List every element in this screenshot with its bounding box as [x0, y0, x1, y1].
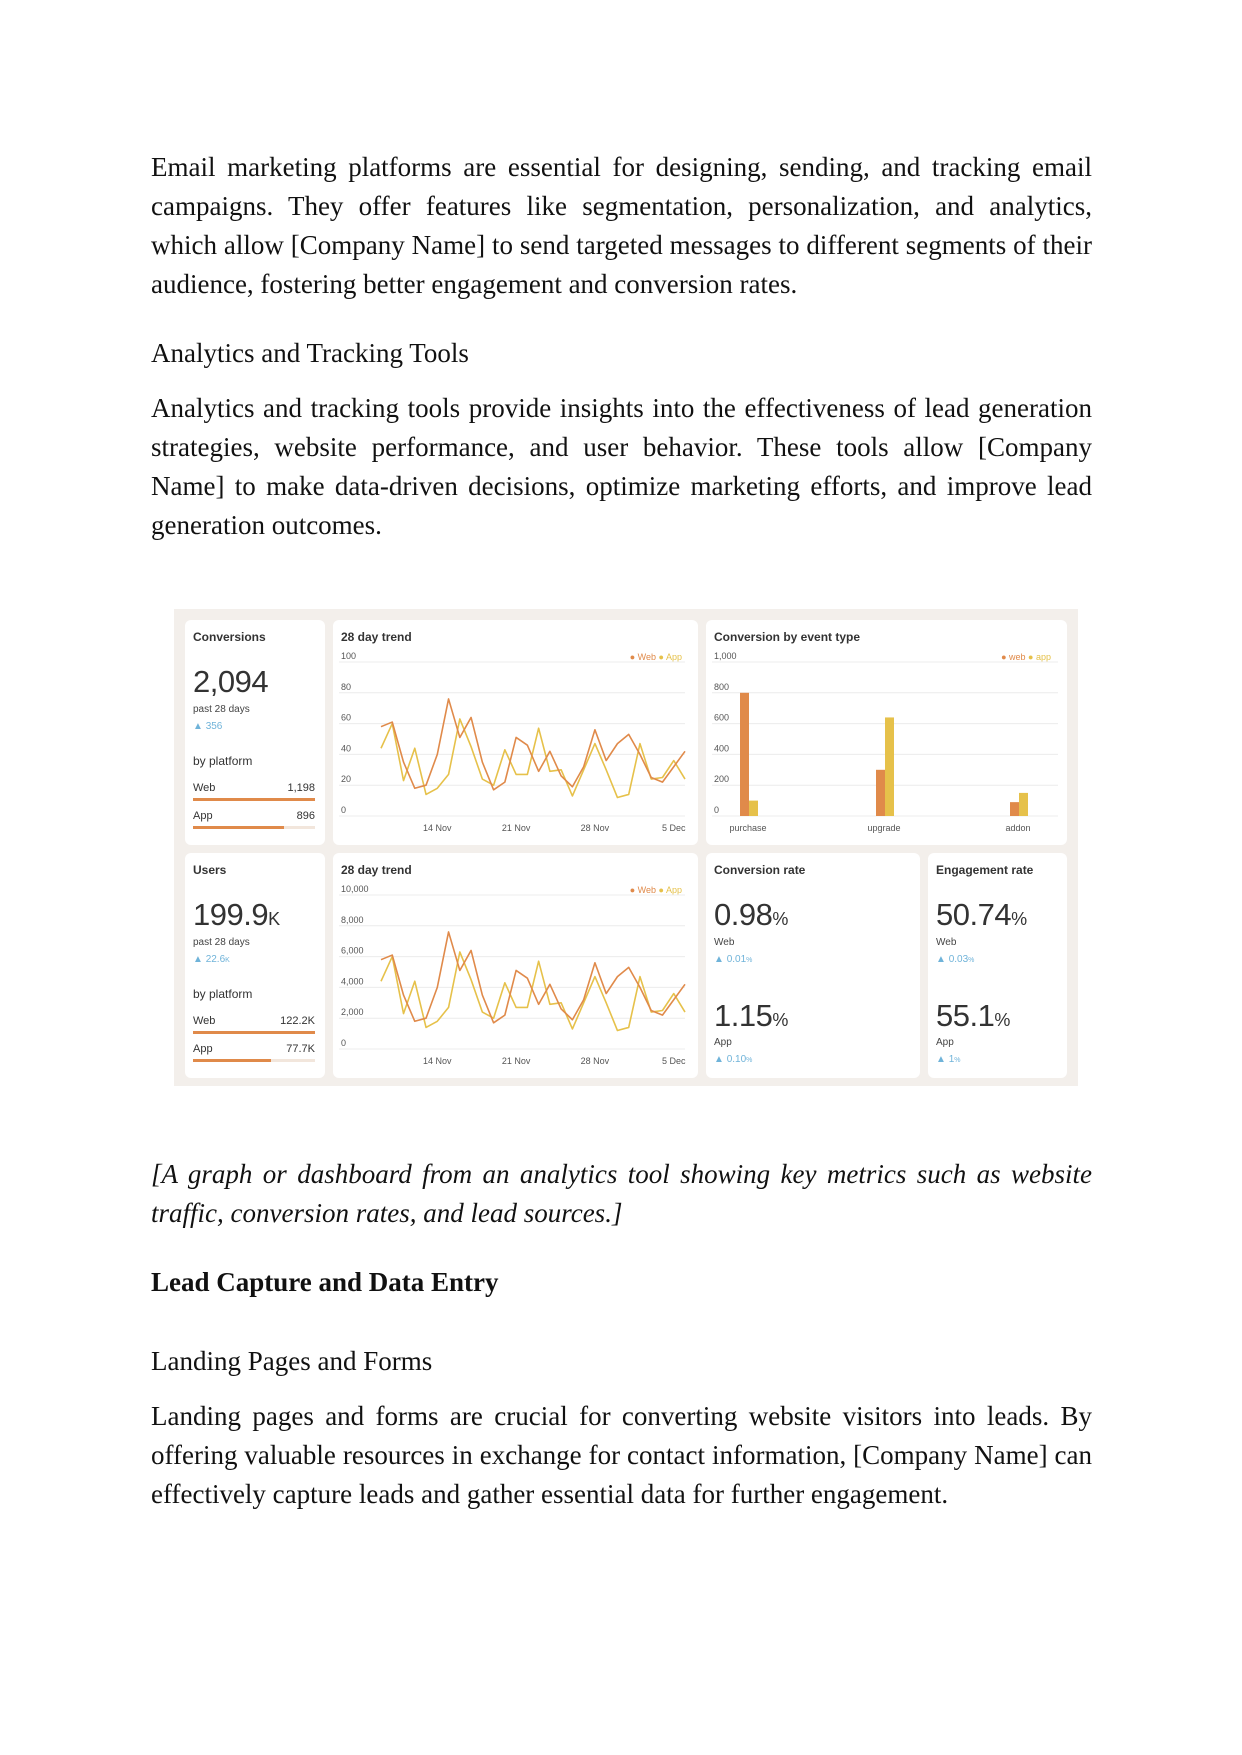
- bar-upgrade-web: [876, 770, 885, 816]
- users-web-bar: [193, 1031, 315, 1034]
- users-web-value: 122.2K: [280, 1015, 315, 1027]
- engagement-rate-web-label: Web: [936, 937, 957, 948]
- conversion-rate-card: [706, 853, 920, 1078]
- landing-paragraph: Landing pages and forms are crucial for converting website visitors into leads. By offering valuable resources in exchange for contact information, [Company Name] can effectively capture leads and gather essential data for further engagement.: [151, 1401, 1092, 1509]
- users-trend-xtick-label: 5 Dec: [661, 1056, 686, 1066]
- engagement-rate-web-delta: ▲ 0.03%: [936, 954, 975, 965]
- users-trend-ytick-label: 2,000: [341, 1007, 364, 1018]
- users-title: Users: [193, 863, 227, 877]
- event-type-card: [706, 620, 1067, 845]
- conversions-web-value: 1,198: [287, 782, 315, 794]
- users-trend-legend: ● Web ● App: [629, 885, 682, 895]
- conversion-rate-web-delta: ▲ 0.01%: [714, 954, 753, 965]
- engagement-rate-title: Engagement rate: [936, 863, 1034, 877]
- event-type-category-label: upgrade: [867, 823, 901, 833]
- conversions-trend-ytick-label: 40: [341, 743, 352, 754]
- analytics-paragraph: Analytics and tracking tools provide insights into the effectiveness of lead generation strategies, website performance, and user behavior. These tools allow [Company Name] to make data-driven decisions, optimize marketing efforts, and improve lead generation outcomes.: [151, 393, 1092, 540]
- users-trend-ytick-label: 8,000: [341, 914, 364, 925]
- event-type-ytick-label: 200: [714, 774, 730, 785]
- conversions-platform-label: by platform: [193, 754, 253, 768]
- event-type-ytick-label: 400: [714, 743, 730, 754]
- conversions-delta: ▲ 356: [193, 721, 223, 732]
- event-type-chart: [706, 620, 1067, 845]
- users-value: 199.9K: [193, 897, 280, 932]
- analytics-dashboard: [174, 609, 1078, 1086]
- conversions-web-bar: [193, 798, 315, 801]
- conversion-rate-web-label: Web: [714, 937, 735, 948]
- users-trend-xtick-label: 28 Nov: [580, 1056, 610, 1066]
- users-trend-chart: [333, 853, 698, 1078]
- analytics-heading: Analytics and Tracking Tools: [151, 338, 469, 368]
- conversions-trend-ytick-label: 60: [341, 712, 352, 723]
- event-type-ytick-label: 0: [714, 805, 720, 815]
- engagement-rate-app-label: App: [936, 1037, 954, 1048]
- conversions-trend-ytick-label: 0: [341, 805, 347, 815]
- bar-addon-app: [1019, 793, 1028, 816]
- conversions-period: past 28 days: [193, 704, 250, 715]
- up-arrow-icon: ▲: [193, 721, 203, 732]
- users-web-label: Web: [193, 1015, 216, 1027]
- conversions-trend-legend: ● Web ● App: [629, 652, 682, 662]
- conversions-trend-chart: [333, 620, 698, 845]
- conversions-app-bar: [193, 826, 315, 829]
- users-trend-xtick-label: 21 Nov: [501, 1056, 531, 1066]
- event-type-ytick-label: 800: [714, 681, 730, 692]
- event-type-category-label: purchase: [729, 823, 767, 833]
- event-type-title: Conversion by event type: [714, 630, 861, 644]
- conversion-rate-title: Conversion rate: [714, 863, 806, 877]
- section-heading: Lead Capture and Data Entry: [151, 1267, 499, 1297]
- conversions-card: [185, 620, 325, 845]
- conversions-trend-xtick-label: 28 Nov: [580, 823, 610, 833]
- engagement-rate-card: [928, 853, 1067, 1078]
- users-trend-ytick-label: 10,000: [341, 884, 369, 894]
- users-delta: ▲ 22.6K: [193, 954, 230, 965]
- landing-heading: Landing Pages and Forms: [151, 1346, 433, 1376]
- up-arrow-icon: ▲: [936, 1054, 946, 1065]
- intro-paragraph: Email marketing platforms are essential for designing, sending, and tracking email campaigns. They offer features like segmentation, personalization, and analytics, which allow [Company Name] to send targeted messages to different segments of their audience, fostering better engagement and conversion rates.: [151, 152, 1092, 299]
- bar-addon-web: [1010, 802, 1019, 816]
- conversions-trend-card: [333, 620, 698, 845]
- users-trend-ytick-label: 4,000: [341, 976, 364, 987]
- conversions-trend-xtick-label: 21 Nov: [501, 823, 531, 833]
- bar-purchase-web: [740, 693, 749, 816]
- conversion-rate-app-label: App: [714, 1037, 732, 1048]
- engagement-rate-web-value: 50.74%: [936, 897, 1027, 932]
- conversion-rate-web-value: 0.98%: [714, 897, 788, 932]
- users-period: past 28 days: [193, 937, 250, 948]
- users-trend-xtick-label: 14 Nov: [423, 1056, 452, 1066]
- bar-upgrade-app: [885, 717, 894, 816]
- event-type-ytick-label: 1,000: [714, 651, 737, 661]
- up-arrow-icon: ▲: [193, 954, 203, 965]
- up-arrow-icon: ▲: [714, 1054, 724, 1065]
- event-type-legend: ● web ● app: [1001, 652, 1051, 662]
- figure-caption: [A graph or dashboard from an analytics tool showing key metrics such as website traffic, conversion rates, and lead sources.]: [151, 1159, 1092, 1228]
- engagement-rate-app-value: 55.1%: [936, 998, 1010, 1033]
- users-platform-label: by platform: [193, 987, 253, 1001]
- users-trend-card: [333, 853, 698, 1078]
- users-app-value: 77.7K: [286, 1043, 315, 1055]
- conversions-trend-xtick-label: 14 Nov: [423, 823, 452, 833]
- conversions-trend-ytick-label: 20: [341, 774, 352, 785]
- bar-purchase-app: [749, 801, 758, 816]
- users-trend-ytick-label: 6,000: [341, 945, 364, 956]
- users-card: [185, 853, 325, 1078]
- conversions-trend-title: 28 day trend: [341, 630, 412, 644]
- conversions-app-value: 896: [296, 810, 315, 822]
- conversions-trend-ytick-label: 100: [341, 651, 357, 661]
- conversions-value: 2,094: [193, 664, 269, 699]
- conversions-web-label: Web: [193, 782, 216, 794]
- users-trend-ytick-label: 0: [341, 1038, 347, 1048]
- up-arrow-icon: ▲: [714, 954, 724, 965]
- conversions-title: Conversions: [193, 630, 266, 644]
- conversions-app-label: App: [193, 810, 213, 822]
- conversions-trend-xtick-label: 5 Dec: [661, 823, 686, 833]
- users-app-bar: [193, 1059, 315, 1062]
- users-trend-title: 28 day trend: [341, 863, 412, 877]
- event-type-ytick-label: 600: [714, 712, 730, 723]
- conversion-rate-app-delta: ▲ 0.10%: [714, 1054, 753, 1065]
- engagement-rate-app-delta: ▲ 1%: [936, 1054, 961, 1065]
- event-type-category-label: addon: [1005, 823, 1031, 833]
- users-app-label: App: [193, 1043, 213, 1055]
- conversion-rate-app-value: 1.15%: [714, 998, 788, 1033]
- up-arrow-icon: ▲: [936, 954, 946, 965]
- conversions-trend-ytick-label: 80: [341, 681, 352, 692]
